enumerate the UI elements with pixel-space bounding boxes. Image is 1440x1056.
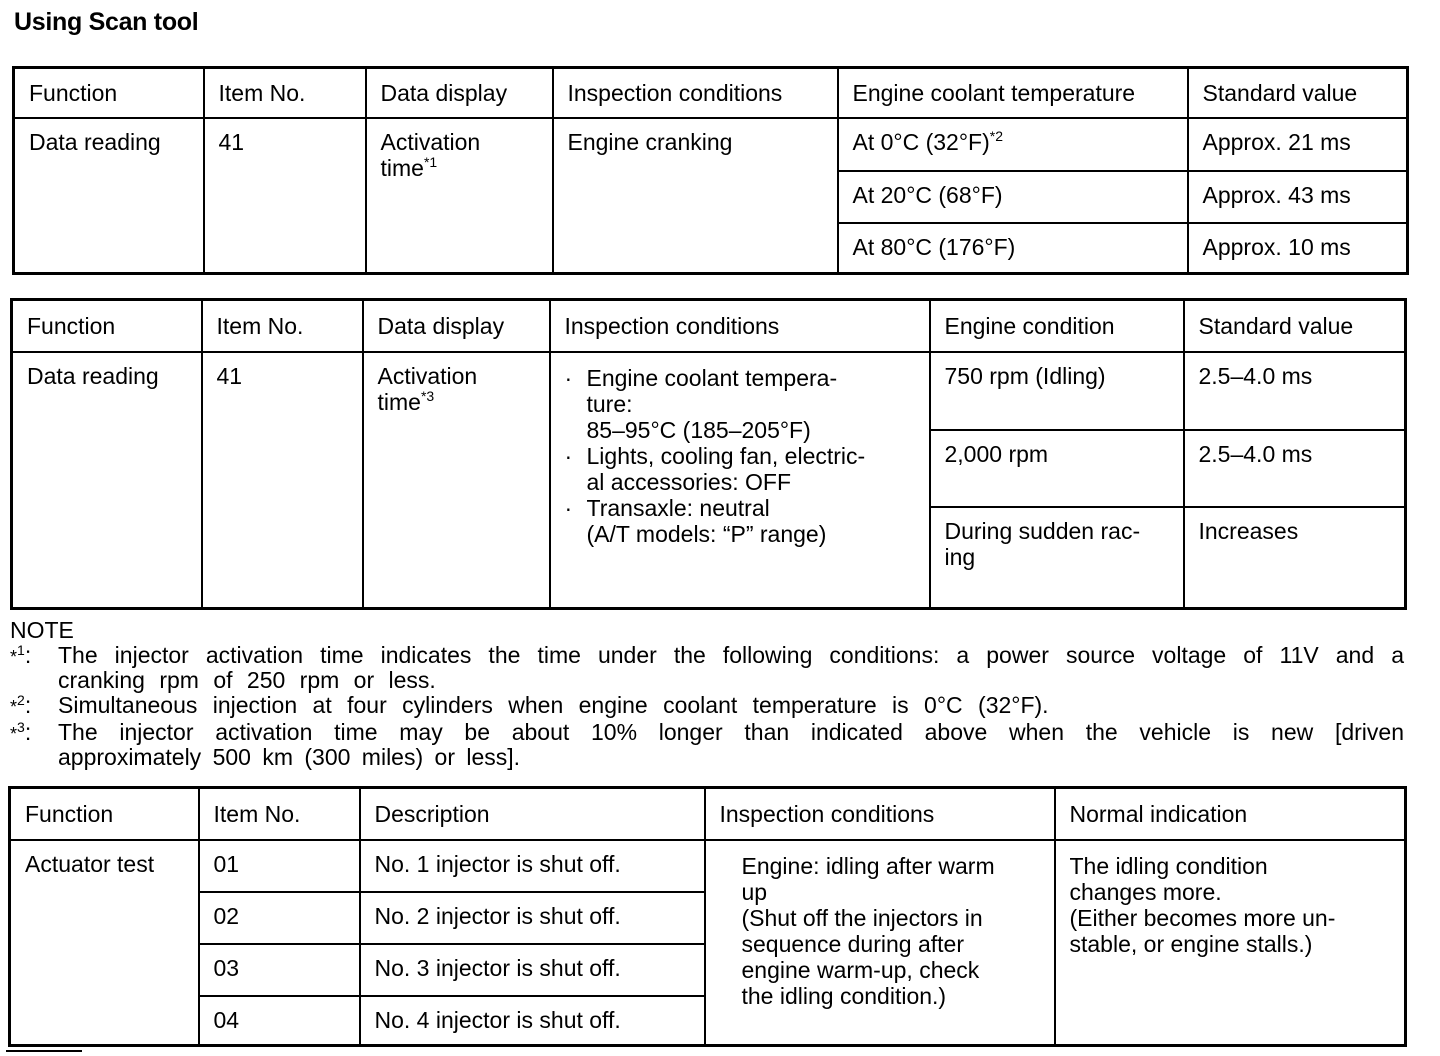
footnote-ref: *3: [420, 387, 435, 404]
function-cell: Data reading: [12, 352, 202, 609]
header-description: Description: [360, 788, 705, 840]
header-function: Function: [12, 300, 202, 352]
indication-line: The idling condition: [1069, 852, 1268, 879]
condition-line: ture:: [586, 390, 633, 417]
header-data-display: Data display: [366, 68, 553, 118]
condition-item: [565, 495, 915, 547]
actuator-test-table: [8, 786, 1407, 1047]
inspection-line: engine warm-up, check: [741, 956, 980, 983]
temp-text: At 0°C (32°F): [852, 128, 990, 155]
note-text: The injector activation time may be about 10% longer than indicated above when the vehicle is new [driven: [58, 719, 1404, 745]
header-inspection-conditions: Inspection conditions: [705, 788, 1055, 840]
header-normal-indication: Normal indication: [1055, 788, 1406, 840]
item-no-cell: 04: [199, 996, 360, 1046]
note-section: [10, 618, 1404, 770]
inspection-conditions-cell: [550, 352, 930, 609]
header-item-no: Item No.: [199, 788, 360, 840]
note-number: 1: [17, 642, 25, 658]
note-text: Simultaneous injection at four cylinders when engine coolant temperature is 0°C (32°F).: [58, 692, 1049, 718]
data-display-cell: [366, 118, 553, 274]
engine-condition-cell: During sudden rac- ing: [930, 507, 1184, 609]
engine-condition-cell: 750 rpm (Idling): [930, 352, 1184, 430]
note-key: *$^3$:: [10, 719, 32, 745]
inspection-line: up: [741, 878, 768, 905]
inspection-line: Engine: idling after warm: [741, 852, 995, 879]
condition-line: Engine coolant tempera-: [586, 364, 838, 391]
table-row: [12, 352, 1406, 430]
description-cell: No. 2 injector is shut off.: [360, 892, 705, 944]
inspection-line: sequence during after: [741, 930, 964, 957]
engine-condition-table: [10, 298, 1407, 610]
normal-indication-cell: [1055, 840, 1406, 1046]
inspection-line: (Shut off the injectors in: [741, 904, 983, 931]
header-item-no: Item No.: [202, 300, 363, 352]
item-no-cell: 41: [202, 352, 363, 609]
data-display-text: Activation time: [377, 362, 478, 415]
header-item-no: Item No.: [204, 68, 366, 118]
value-cell: Increases: [1184, 507, 1406, 609]
condition-item: [565, 365, 915, 443]
note-text: approximately 500 km (300 miles) or less].: [58, 744, 521, 770]
description-cell: No. 3 injector is shut off.: [360, 944, 705, 996]
value-cell: Approx. 10 ms: [1188, 223, 1408, 274]
item-no-cell: 41: [204, 118, 366, 274]
condition-line: (A/T models: “P” range): [586, 520, 827, 547]
table-header-row: [10, 788, 1406, 840]
header-function: Function: [10, 788, 199, 840]
header-engine-condition: Engine condition: [930, 300, 1184, 352]
description-cell: No. 1 injector is shut off.: [360, 840, 705, 892]
inspection-cell: Engine cranking: [553, 118, 838, 274]
data-display-cell: [363, 352, 550, 609]
asterisk: *: [10, 647, 18, 667]
bullet-icon: ·: [564, 364, 573, 391]
temp-cell: At 20°C (68°F): [838, 171, 1188, 223]
bullet-icon: ·: [564, 494, 573, 521]
value-cell: 2.5–4.0 ms: [1184, 352, 1406, 430]
note-item: [10, 643, 1404, 693]
function-cell: Actuator test: [10, 840, 199, 1046]
item-no-cell: 02: [199, 892, 360, 944]
note-item: [10, 693, 1404, 720]
note-text: cranking rpm of 250 rpm or less.: [58, 667, 436, 693]
table-row: [14, 118, 1408, 171]
note-item: [10, 720, 1404, 770]
table-header-row: [12, 300, 1406, 352]
note-number: 2: [17, 692, 25, 708]
header-standard-value: Standard value: [1184, 300, 1406, 352]
note-key: *$^1$:: [10, 642, 32, 668]
table-header-row: [14, 68, 1408, 118]
indication-line: stable, or engine stalls.): [1069, 930, 1313, 957]
indication-line: changes more.: [1069, 878, 1222, 905]
temp-cell: At 80°C (176°F): [838, 223, 1188, 274]
condition-line: al accessories: OFF: [586, 468, 791, 495]
note-heading: NOTE: [10, 617, 74, 643]
condition-line: Transaxle: neutral: [586, 494, 770, 521]
inspection-conditions-cell: [705, 840, 1055, 1046]
condition-line: 85–95°C (185–205°F): [586, 416, 811, 443]
note-key: *$^2$:: [10, 692, 32, 718]
item-no-cell: 01: [199, 840, 360, 892]
asterisk: *: [10, 724, 18, 744]
note-text: The injector activation time indicates the time under the following conditions: a power source voltage of 11V and a: [58, 642, 1404, 668]
asterisk: *: [10, 697, 18, 717]
page-edge-rule: [6, 1050, 82, 1052]
item-no-cell: 03: [199, 944, 360, 996]
value-cell: Approx. 43 ms: [1188, 171, 1408, 223]
value-cell: Approx. 21 ms: [1188, 118, 1408, 171]
value-cell: 2.5–4.0 ms: [1184, 430, 1406, 507]
header-data-display: Data display: [363, 300, 550, 352]
table-row: [10, 840, 1406, 892]
note-number: 3: [17, 719, 25, 735]
footnote-ref: *1: [423, 153, 438, 170]
engine-condition-cell: 2,000 rpm: [930, 430, 1184, 507]
coolant-temp-table: [12, 66, 1409, 275]
indication-line: (Either becomes more un-: [1069, 904, 1336, 931]
data-display-text: Activation time: [380, 128, 481, 181]
page-title: Using Scan tool: [14, 8, 199, 36]
description-cell: No. 4 injector is shut off.: [360, 996, 705, 1046]
temp-cell: [838, 118, 1188, 171]
header-engine-coolant-temperature: Engine coolant temperature: [838, 68, 1188, 118]
header-function: Function: [14, 68, 204, 118]
condition-line: Lights, cooling fan, electric-: [586, 442, 866, 469]
header-inspection-conditions: Inspection conditions: [550, 300, 930, 352]
inspection-line: the idling condition.): [741, 982, 947, 1009]
function-cell: Data reading: [14, 118, 204, 274]
header-inspection-conditions: Inspection conditions: [553, 68, 838, 118]
header-standard-value: Standard value: [1188, 68, 1408, 118]
bullet-icon: ·: [564, 442, 573, 469]
condition-item: [565, 443, 915, 495]
footnote-ref: *2: [989, 127, 1003, 144]
